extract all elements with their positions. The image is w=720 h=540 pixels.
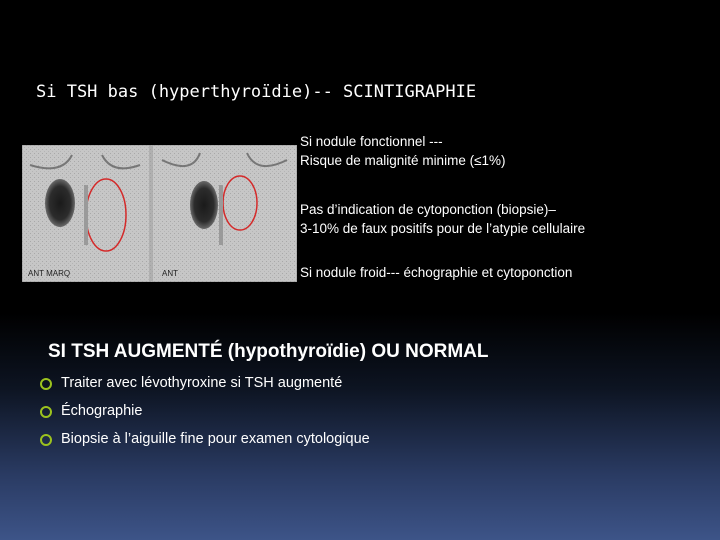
- scan-label-left: ANT MARQ: [28, 269, 71, 278]
- note-line: Pas d’indication de cytoponction (biopsie)–: [300, 202, 556, 217]
- scan-label-right: ANT: [162, 269, 178, 278]
- bullet-text: Biopsie à l’aiguille fine pour examen cytologique: [61, 431, 370, 447]
- note-line: Risque de malignité minime (≤1%): [300, 153, 506, 168]
- bullet-item: [40, 401, 370, 429]
- bullet-circle-icon: [40, 406, 52, 418]
- bullet-text: Échographie: [61, 403, 143, 419]
- slide-title-bottom: SI TSH AUGMENTÉ (hypothyroïdie) OU NORMAL: [48, 341, 489, 362]
- scintigraphy-image: [22, 145, 297, 282]
- bullet-circle-icon: [40, 434, 52, 446]
- bullet-circle-icon: [40, 378, 52, 390]
- bullet-text: Traiter avec lévothyroxine si TSH augmenté: [61, 375, 343, 391]
- note-line: 3-10% de faux positifs pour de l’atypie cellulaire: [300, 221, 586, 236]
- note-line: Si nodule fonctionnel ---: [300, 134, 443, 149]
- note-line: Si nodule froid--- échographie et cytoponction: [300, 265, 573, 280]
- slide-title-top: Si TSH bas (hyperthyroïdie)-- SCINTIGRAPHIE: [36, 82, 477, 102]
- bullet-list: [40, 373, 370, 457]
- bullet-item: [40, 429, 370, 457]
- bullet-item: [40, 373, 370, 401]
